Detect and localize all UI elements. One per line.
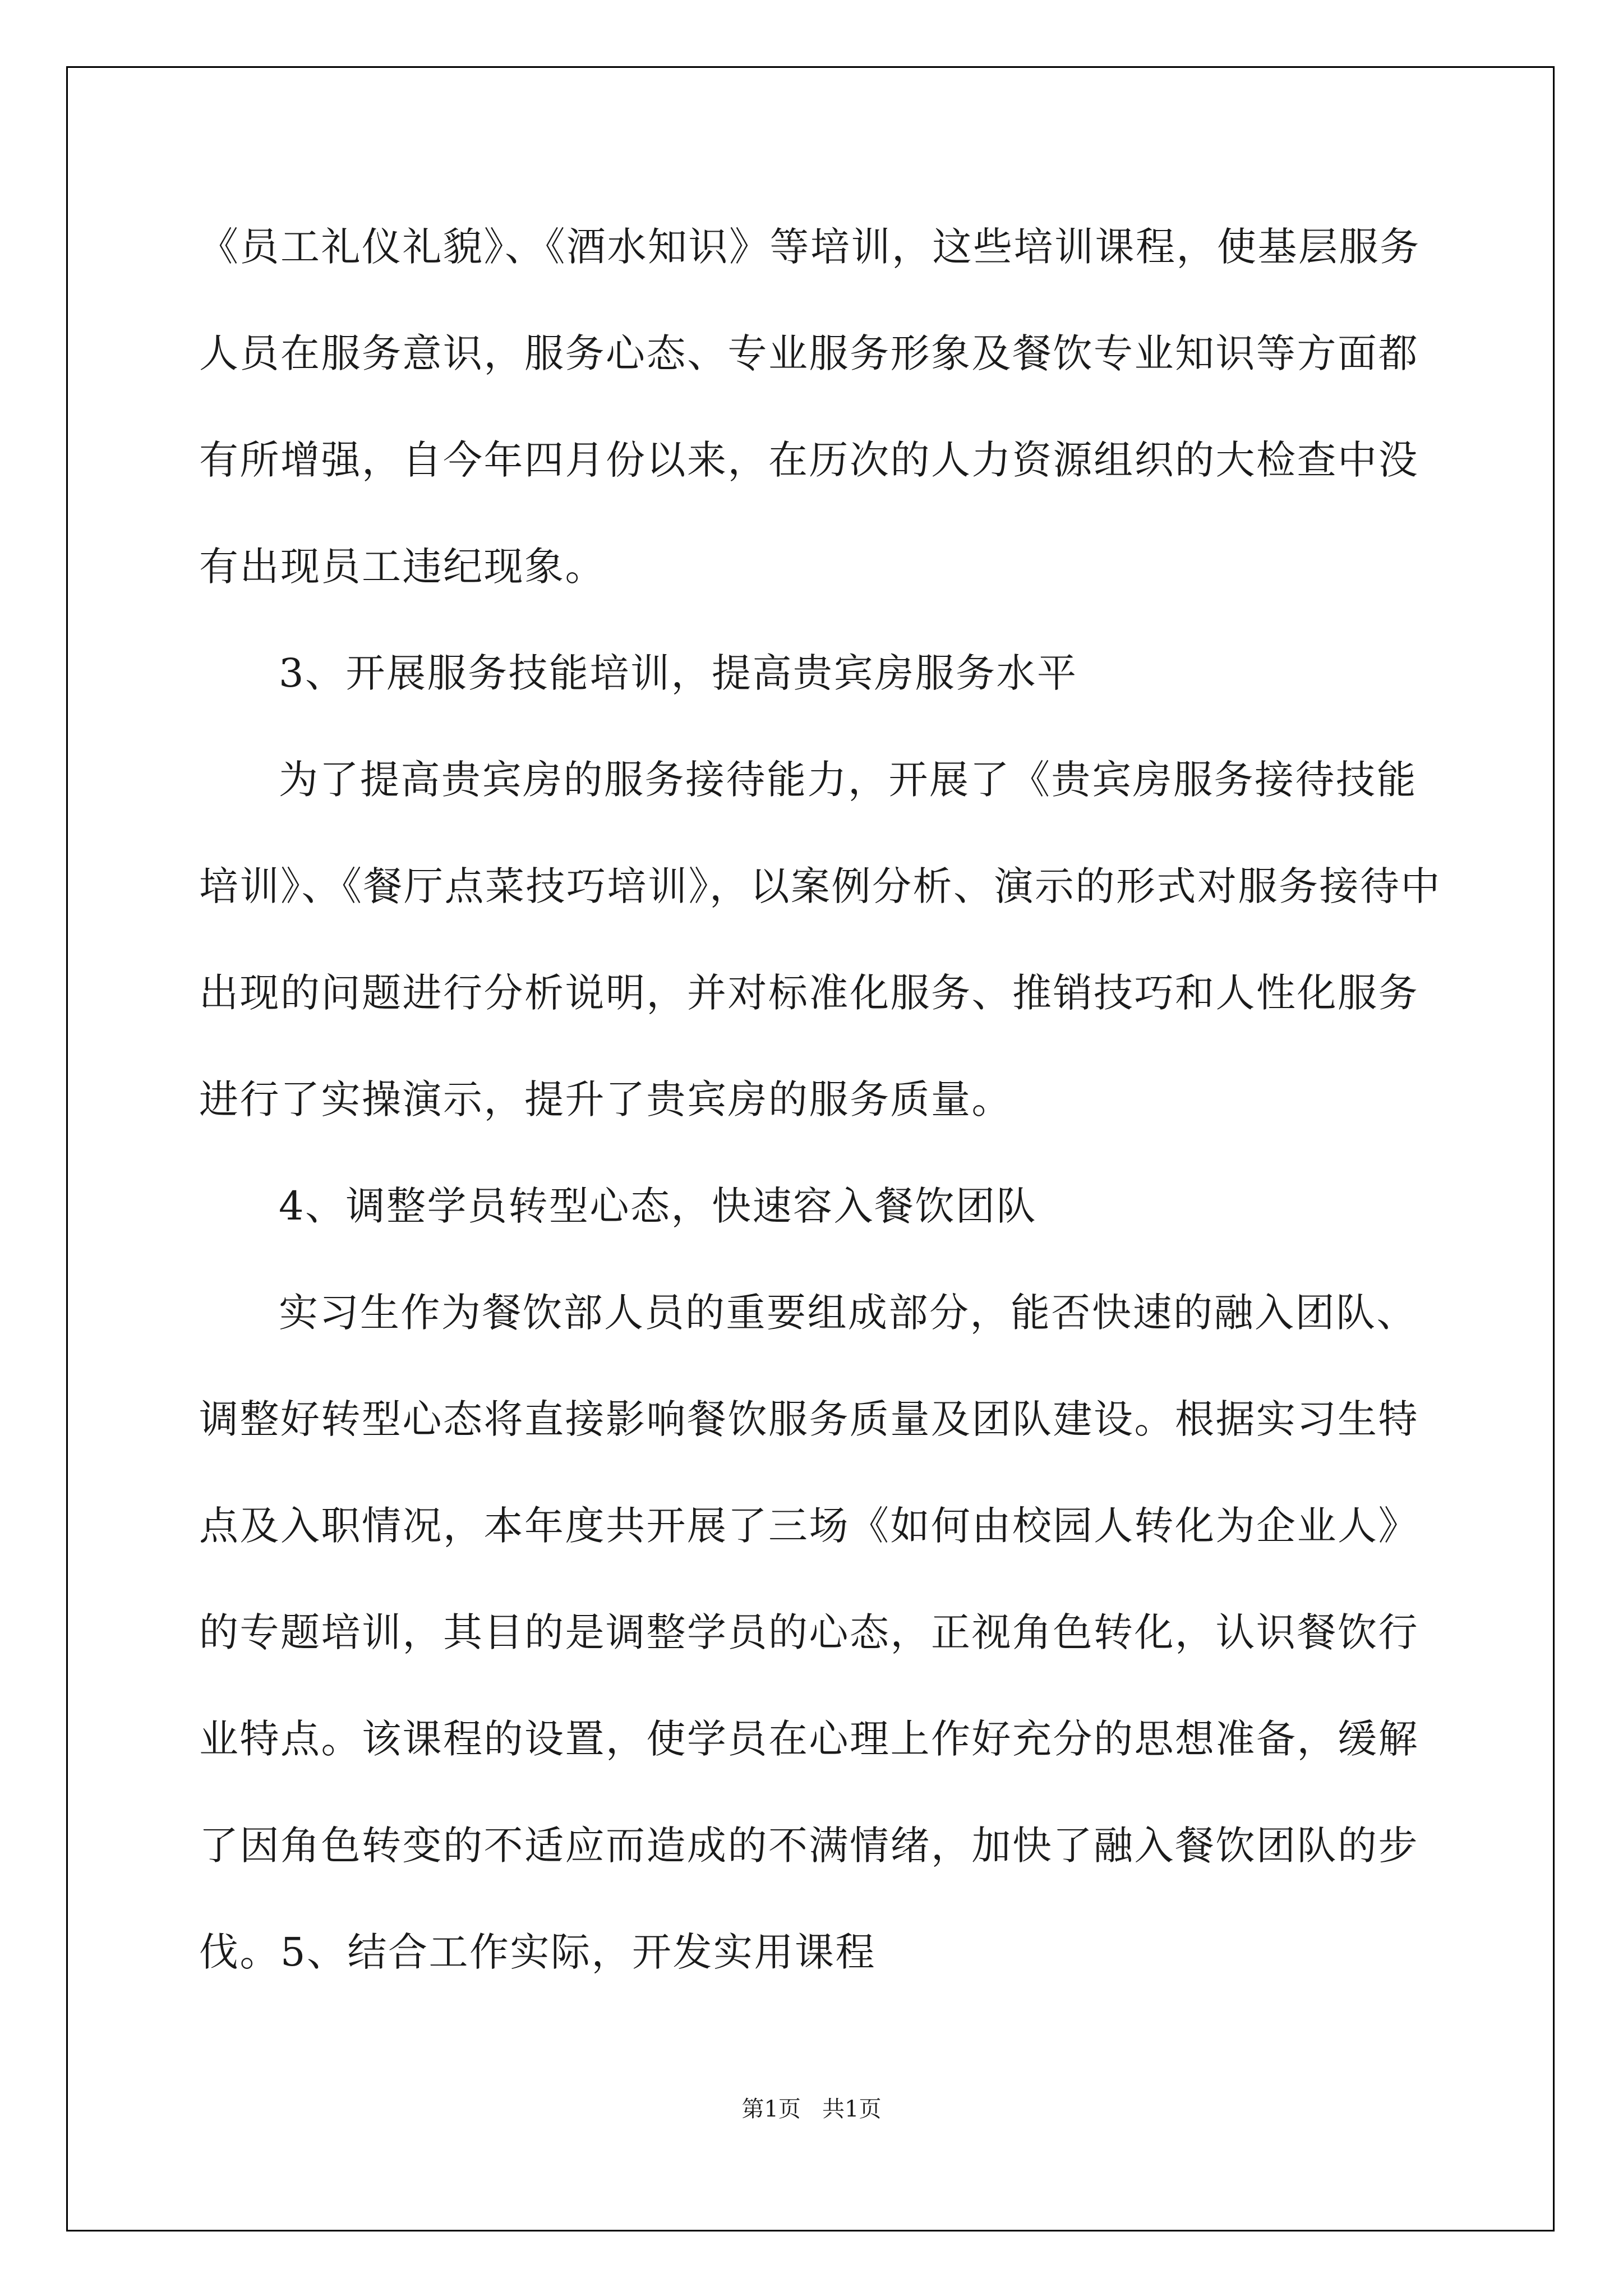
- body-line-15: 业特点。该课程的设置，使学员在心理上作好充分的思想准备，缓解: [199, 1716, 1419, 1762]
- body-line-13: 点及入职情况，本年度共开展了三场《如何由校园人转化为企业人》: [199, 1503, 1419, 1549]
- body-line-9: 进行了实操演示，提升了贵宾房的服务质量。: [199, 1076, 1012, 1122]
- section-heading-4: 4、调整学员转型心态，快速容入餐饮团队: [279, 1183, 1038, 1229]
- body-line-14: 的专题培训，其目的是调整学员的心态，正视角色转化，认识餐饮行: [199, 1609, 1419, 1655]
- body-line-3: 有所增强，自今年四月份以来，在历次的人力资源组织的大检查中没: [199, 437, 1419, 483]
- body-line-17: 伐。5、结合工作实际，开发实用课程: [199, 1929, 877, 1975]
- body-line-16: 了因角色转变的不适应而造成的不满情绪，加快了融入餐饮团队的步: [199, 1823, 1419, 1869]
- body-line-4: 有出现员工违纪现象。: [199, 544, 606, 590]
- page-number-footer: 第1页 共1页: [741, 2096, 882, 2122]
- body-line-7: 培训》、《餐厅点菜技巧培训》，以案例分析、演示的形式对服务接待中: [199, 863, 1441, 909]
- body-line-1: 《员工礼仪礼貌》、《酒水知识》等培训，这些培训课程，使基层服务: [199, 224, 1421, 270]
- body-line-2: 人员在服务意识，服务心态、专业服务形象及餐饮专业知识等方面都: [199, 330, 1419, 376]
- body-line-12: 调整好转型心态将直接影响餐饮服务质量及团队建设。根据实习生特: [199, 1396, 1419, 1442]
- body-line-11: 实习生作为餐饮部人员的重要组成部分，能否快速的融入团队、: [279, 1290, 1417, 1336]
- body-line-6: 为了提高贵宾房的服务接待能力，开展了《贵宾房服务接待技能: [279, 757, 1417, 803]
- page-border: [66, 66, 1555, 2231]
- body-line-8: 出现的问题进行分析说明，并对标准化服务、推销技巧和人性化服务: [199, 970, 1419, 1016]
- section-heading-3: 3、开展服务技能培训，提高贵宾房服务水平: [279, 650, 1078, 696]
